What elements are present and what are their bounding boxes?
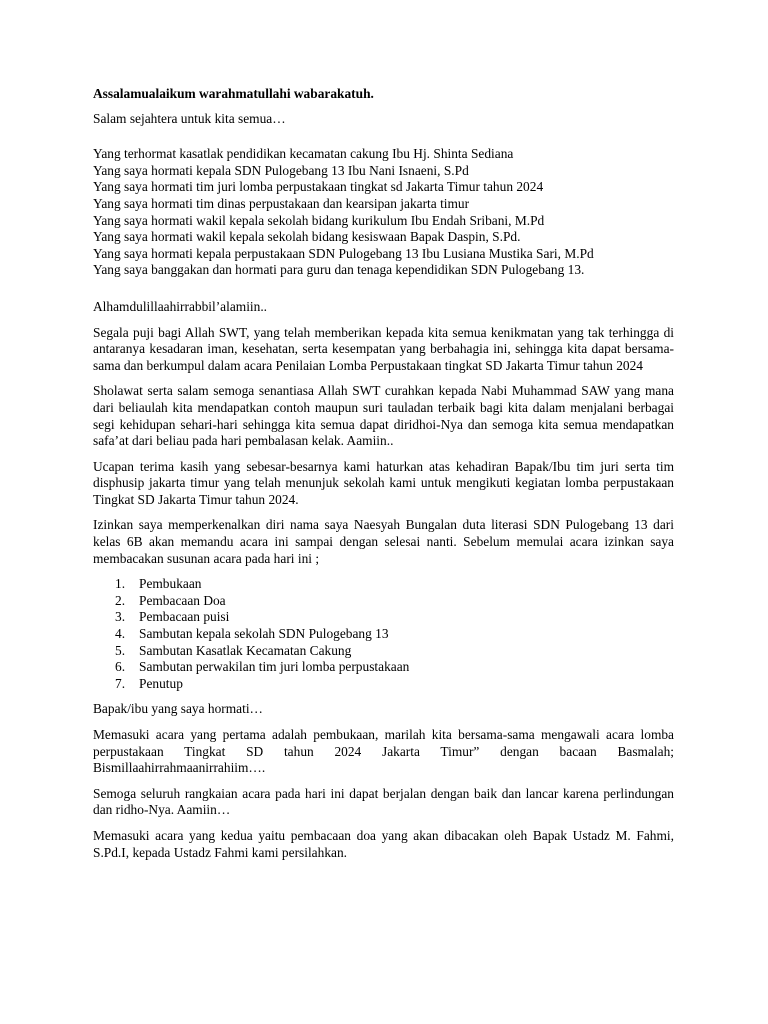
spacer [93,127,674,146]
agenda-number: 7. [115,675,126,691]
agenda-text: Penutup [139,675,183,691]
agenda-number: 3. [115,609,126,625]
honorifics-block [93,146,674,279]
honorific-line: Yang saya hormati wakil kepala sekolah bidang kurikulum Ibu Endah Sribani, M.Pd [93,212,545,228]
agenda-text: Pembacaan Doa [139,592,226,608]
praise-paragraph: Segala puji bagi Allah SWT, yang telah memberikan kepada kita semua kenikmatan yang tak terhingga di antaranya kesadaran iman, kesehatan, serta kesempatan yang berbahagia ini, sehingga kita dapat bersama-sama dan berkumpul dalam acara Penilaian Lomba Perpustakaan tingkat SD Jakarta Timur tahun 2024 [93,324,674,373]
honorific-line: Yang terhormat kasatlak pendidikan kecamatan cakung Ibu Hj. Shinta Sediana [93,146,514,162]
opening-paragraph [93,727,674,777]
agenda-text: Pembukaan [139,576,202,592]
honorific-line: Yang saya hormati kepala SDN Pulogebang 13 Ibu Nani Isnaeni, S.Pd [93,162,469,178]
intro-paragraph: Izinkan saya memperkenalkan diri nama saya Naesyah Bungalan duta literasi SDN Pulogebang 13 dari kelas 6B akan memandu acara ini sampai dengan selesai nanti. Sebelum memulai acara izinkan saya membacakan susunan acara pada hari ini ; [93,517,674,566]
agenda-number: 1. [115,576,126,592]
sholawat-paragraph: Sholawat serta salam semoga senantiasa Allah SWT curahkan kepada Nabi Muhammad SAW yang mana dari beliaulah kita mendapatkan contoh maupun suri tauladan terbaik bagi kita dalam menjalani berbagai segi kehidupan sehari-hari sehingga kita semua dapat diridhoi-Nya dan semoga kita semua mendapatkan safa’at dari beliau pada hari pembalasan kelak. Aamiin.. [93,383,674,449]
agenda-item [93,609,674,626]
opening-text: Memasuki acara yang pertama adalah pembukaan, marilah kita bersama-sama mengawali acara lomba perpustakaan Tingkat SD tahun 2024 Jakarta Timur” dengan bacaan Basmalah; [93,727,674,759]
salam-line: Salam sejahtera untuk kita semua… [93,110,286,126]
agenda-text: Sambutan kepala sekolah SDN Pulogebang 13 [139,626,389,642]
document-page [93,86,674,870]
agenda-text: Pembacaan puisi [139,609,230,625]
greeting: Assalamualaikum warahmatullahi wabarakatuh. [93,86,374,101]
spacer [93,279,674,299]
honorific-line: Yang saya banggakan dan hormati para guru dan tenaga kependidikan SDN Pulogebang 13. [93,262,585,278]
agenda-item [93,593,674,610]
agenda-item [93,643,674,660]
agenda-number: 6. [115,659,126,675]
basmalah-line: Bismillaahirrahmaanirrahiim…. [93,760,266,776]
agenda-number: 4. [115,626,126,642]
agenda-item [93,676,674,693]
alhamdulillah-line: Alhamdulillaahirrabbil’alamiin.. [93,298,268,314]
agenda-item [93,626,674,643]
agenda-item [93,659,674,676]
agenda-item [93,576,674,593]
thanks-paragraph: Ucapan terima kasih yang sebesar-besarnya kami haturkan atas kehadiran Bapak/Ibu tim juri serta tim disphusip jakarta timur yang telah menunjuk sekolah kami untuk mengikuti kegiatan lomba perpustakaan Tingkat SD Jakarta Timur tahun 2024. [93,458,674,507]
honorific-line: Yang saya hormati wakil kepala sekolah bidang kesiswaan Bapak Daspin, S.Pd. [93,229,521,245]
honorific-line: Yang saya hormati kepala perpustakaan SDN Pulogebang 13 Ibu Lusiana Mustika Sari, M.Pd [93,245,594,261]
doa-paragraph: Memasuki acara yang kedua yaitu pembacaan doa yang akan dibacakan oleh Bapak Ustadz M. Fahmi, S.Pd.I, kepada Ustadz Fahmi kami persilahkan. [93,827,674,860]
agenda-text: Sambutan Kasatlak Kecamatan Cakung [139,642,352,658]
agenda-number: 5. [115,642,126,658]
agenda-text: Sambutan perwakilan tim juri lomba perpustakaan [139,659,410,675]
agenda-number: 2. [115,592,126,608]
agenda-list [93,576,674,692]
address-line: Bapak/ibu yang saya hormati… [93,701,263,717]
hope-paragraph: Semoga seluruh rangkaian acara pada hari ini dapat berjalan dengan baik dan lancar karena perlindungan dan ridho-Nya. Aamiin… [93,785,674,818]
honorific-line: Yang saya hormati tim juri lomba perpustakaan tingkat sd Jakarta Timur tahun 2024 [93,179,544,195]
honorific-line: Yang saya hormati tim dinas perpustakaan dan kearsipan jakarta timur [93,195,470,211]
